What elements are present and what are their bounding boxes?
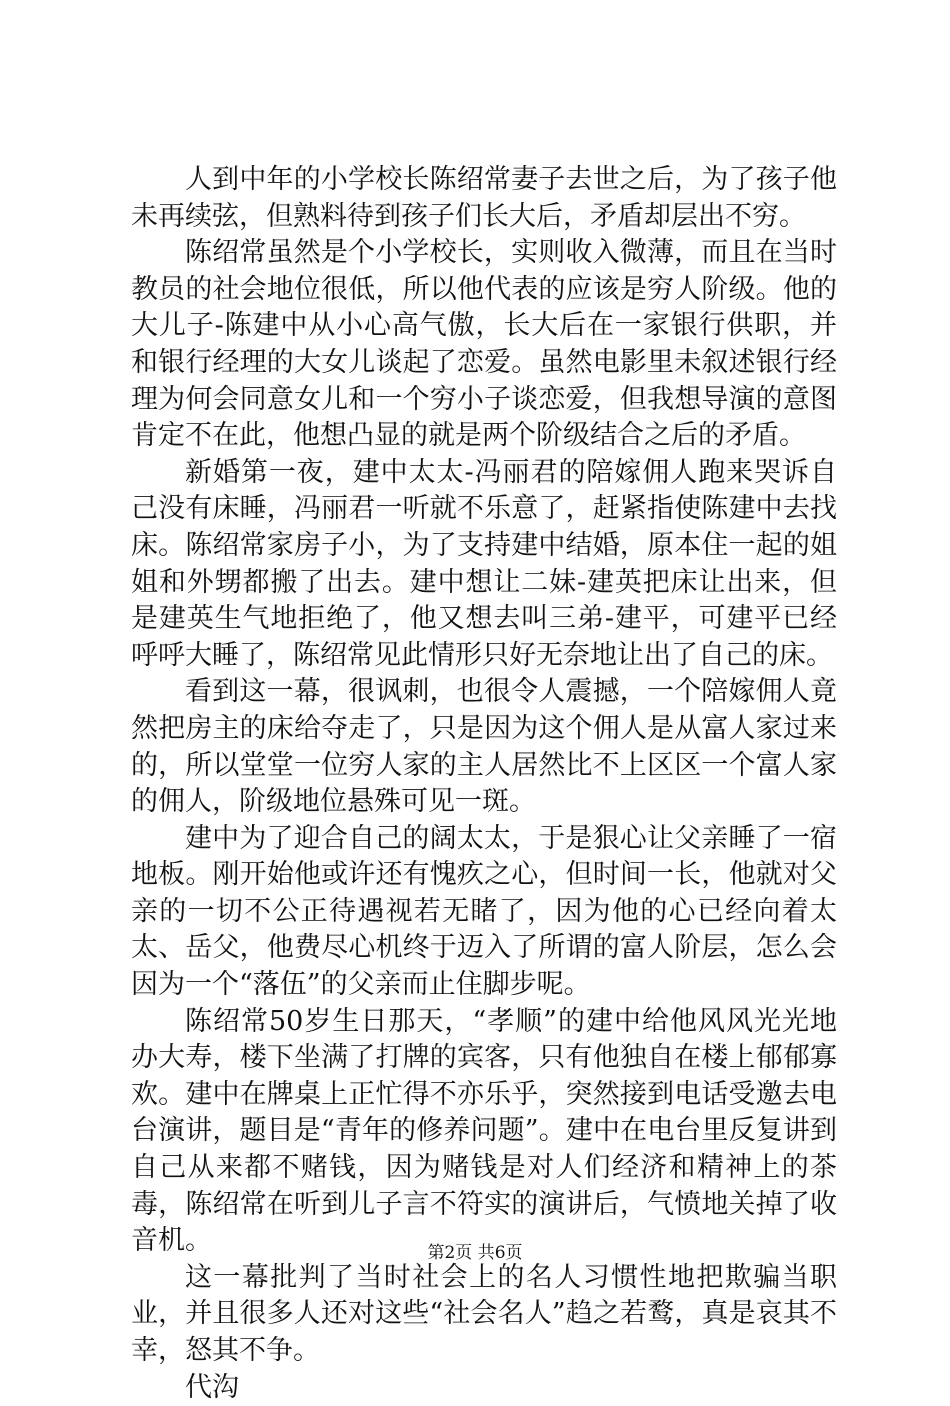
section-heading: 代沟 bbox=[185, 1371, 239, 1403]
paragraph-4: 看到这一幕，很讽刺，也很令人震撼，一个陪嫁佣人竟然把房主的床给夺走了，只是因为这个佣人是从富人家过来的，所以堂堂一位穷人家的主人居然比不上区区一个富人家的佣人，阶级地位悬殊可见一斑。 bbox=[131, 676, 837, 818]
paragraph-7: 这一幕批判了当时社会上的名人习惯性地把欺骗当职业，并且很多人还对这些“社会名人”趋之若鹜，真是哀其不幸，怒其不争。 bbox=[131, 1261, 837, 1366]
paragraph-1: 人到中年的小学校长陈绍常妻子去世之后，为了孩子他未再续弦，但熟料待到孩子们长大后，矛盾却层出不穷。 bbox=[131, 164, 837, 232]
paragraph-6: 陈绍常50岁生日那天，“孝顺”的建中给他风风光光地办大寿，楼下坐满了打牌的宾客，只有他独自在楼上郁郁寡欢。建中在牌桌上正忙得不亦乐乎，突然接到电话受邀去电台演讲，题目是“青年的修养问题”。建中在电台里反复讲到自己从来都不赌钱，因为赌钱是对人们经济和精神上的茶毒，陈绍常在听到儿子言不符实的演讲后，气愤地关掉了收音机。 bbox=[131, 1005, 837, 1257]
paragraph-3: 新婚第一夜，建中太太-冯丽君的陪嫁佣人跑来哭诉自己没有床睡，冯丽君一听就不乐意了，赶紧指使陈建中去找床。陈绍常家房子小，为了支持建中结婚，原本住一起的姐姐和外甥都搬了出去。建中想让二妹-建英把床让出来，但是建英生气地拒绝了，他又想去叫三弟-建平，可建平已经呼呼大睡了，陈绍常见此情形只好无奈地让出了自己的床。 bbox=[131, 456, 837, 671]
paragraph-2: 陈绍常虽然是个小学校长，实则收入微薄，而且在当时教员的社会地位很低，所以他代表的应该是穷人阶级。他的大儿子-陈建中从小心高气傲，长大后在一家银行供职，并和银行经理的大女儿谈起了恋爱。虽然电影里未叙述银行经理为何会同意女儿和一个穷小子谈恋爱，但我想导演的意图肯定不在此，他想凸显的就是两个阶级结合之后的矛盾。 bbox=[131, 237, 837, 452]
page-number-label: 第2页 共6页 bbox=[427, 1243, 523, 1263]
page-footer bbox=[0, 1241, 950, 1265]
paragraph-5: 建中为了迎合自己的阔太太，于是狠心让父亲睡了一宿地板。刚开始他或许还有愧疚之心，但时间一长，他就对父亲的一切不公正待遇视若无睹了，因为他的心已经向着太太、岳父，他费尽心机终于迈入了所谓的富人阶层，怎么会因为一个“落伍”的父亲而止住脚步呢。 bbox=[131, 822, 837, 1001]
document-body bbox=[131, 162, 837, 1406]
